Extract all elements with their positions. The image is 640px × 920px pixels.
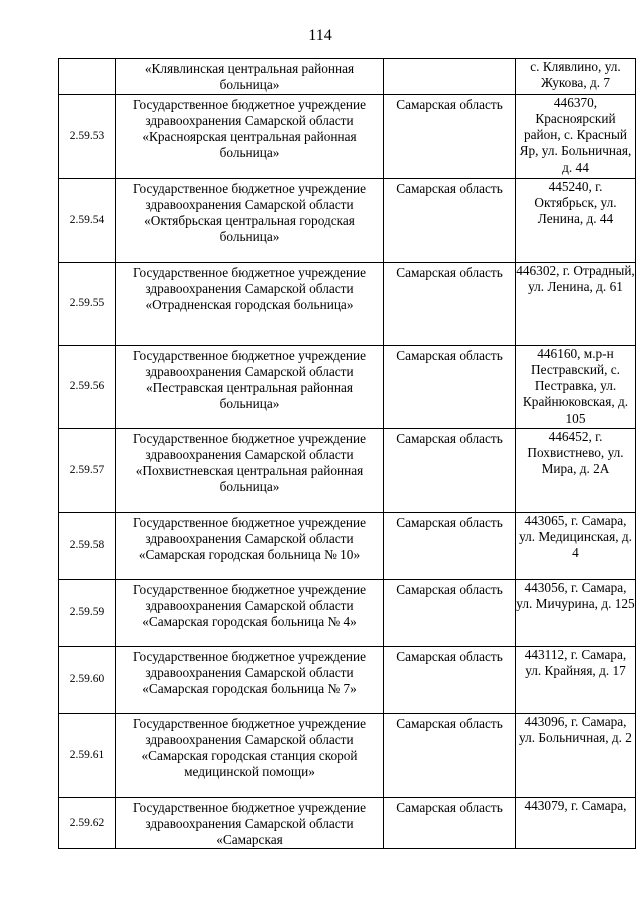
row-number-cell: 2.59.57 [59,428,116,512]
table-row [59,345,636,428]
address-cell: 443096, г. Самара, ул. Больничная, д. 2 [516,713,636,797]
row-number-cell: 2.59.53 [59,94,116,178]
page-number: 114 [308,27,332,44]
region-cell: Самарская область [384,646,516,713]
table-row [59,94,636,178]
row-number-cell: 2.59.62 [59,797,116,849]
address-cell: 443079, г. Самара, [516,797,636,849]
region-cell: Самарская область [384,428,516,512]
institution-name-cell: Государственное бюджетное учреждение здравоохранения Самарской области «Отрадненская городская больница» [116,262,384,345]
address-cell: 446160, м.р-н Пестравский, с. Пестравка, ул. Крайнюковская, д. 105 [516,345,636,428]
table-row [59,59,636,95]
table-row [59,646,636,713]
table-row [59,178,636,262]
address-cell: 445240, г. Октябрьск, ул. Ленина, д. 44 [516,178,636,262]
institution-name-cell: Государственное бюджетное учреждение здравоохранения Самарской области «Красноярская центральная районная больница» [116,94,384,178]
table-row [59,512,636,579]
address-cell: 443056, г. Самара, ул. Мичурина, д. 125 [516,579,636,646]
address-cell: 446452, г. Похвистнево, ул. Мира, д. 2А [516,428,636,512]
institution-name-cell: Государственное бюджетное учреждение здравоохранения Самарской области «Самарская городская больница № 7» [116,646,384,713]
institution-name-cell: «Клявлинская центральная районная больница» [116,59,384,95]
institutions-table [58,58,636,849]
institution-name-cell: Государственное бюджетное учреждение здравоохранения Самарской области «Самарская городская станция скорой медицинской помощи» [116,713,384,797]
region-cell: Самарская область [384,94,516,178]
table-row [59,428,636,512]
row-number-cell: 2.59.61 [59,713,116,797]
address-cell: 446370, Красноярский район, с. Красный Яр, ул. Больничная, д. 44 [516,94,636,178]
institution-name-cell: Государственное бюджетное учреждение здравоохранения Самарской области «Октябрьская центральная городская больница» [116,178,384,262]
row-number-cell: 2.59.55 [59,262,116,345]
region-cell: Самарская область [384,512,516,579]
row-number-cell [59,59,116,95]
table-row [59,262,636,345]
institution-name-cell: Государственное бюджетное учреждение здравоохранения Самарской области «Самарская городская больница № 4» [116,579,384,646]
region-cell [384,59,516,95]
region-cell: Самарская область [384,178,516,262]
address-cell: 443112, г. Самара, ул. Крайняя, д. 17 [516,646,636,713]
table-row [59,797,636,849]
address-cell: с. Клявлино, ул. Жукова, д. 7 [516,59,636,95]
address-cell: 446302, г. Отрадный, ул. Ленина, д. 61 [516,262,636,345]
table-row [59,713,636,797]
row-number-cell: 2.59.59 [59,579,116,646]
region-cell: Самарская область [384,345,516,428]
row-number-cell: 2.59.60 [59,646,116,713]
institution-name-cell: Государственное бюджетное учреждение здравоохранения Самарской области «Похвистневская центральная районная больница» [116,428,384,512]
region-cell: Самарская область [384,797,516,849]
row-number-cell: 2.59.56 [59,345,116,428]
region-cell: Самарская область [384,713,516,797]
region-cell: Самарская область [384,579,516,646]
row-number-cell: 2.59.58 [59,512,116,579]
institution-name-cell: Государственное бюджетное учреждение здравоохранения Самарской области «Самарская городская больница № 10» [116,512,384,579]
institution-name-cell: Государственное бюджетное учреждение здравоохранения Самарской области «Пестравская центральная районная больница» [116,345,384,428]
address-cell: 443065, г. Самара, ул. Медицинская, д. 4 [516,512,636,579]
institution-name-cell: Государственное бюджетное учреждение здравоохранения Самарской области «Самарская [116,797,384,849]
table-row [59,579,636,646]
row-number-cell: 2.59.54 [59,178,116,262]
region-cell: Самарская область [384,262,516,345]
